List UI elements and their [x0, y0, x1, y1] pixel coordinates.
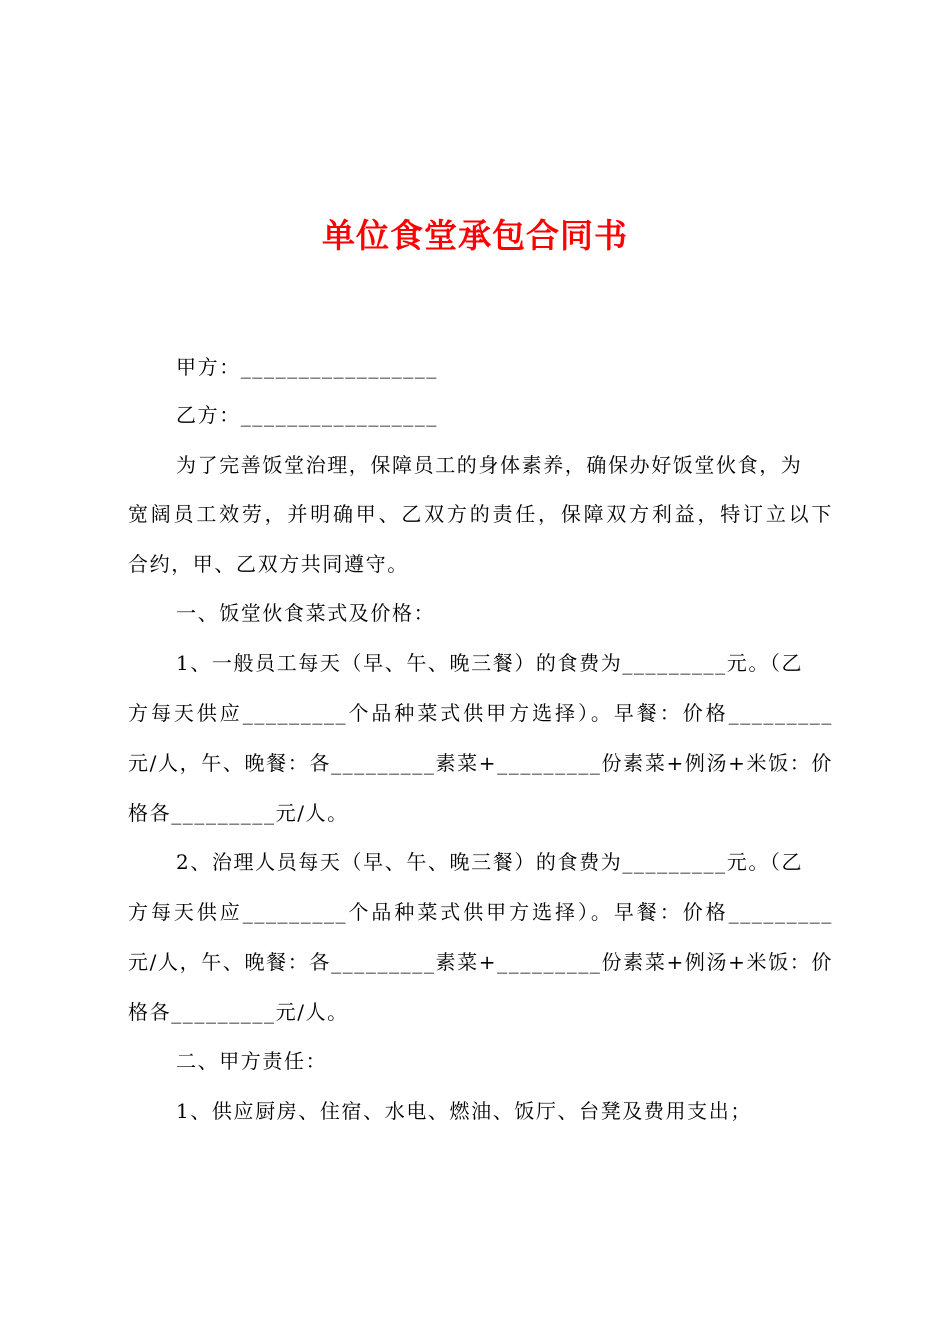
- clause-2-1-line-1: 1、供应厨房、住宿、水电、燃油、饭厅、台凳及费用支出；: [176, 1099, 752, 1123]
- intro-line-3: 合约，甲、乙双方共同遵守。: [128, 552, 409, 576]
- clause-1-1-line-2: 方每天供应_________个品种菜式供甲方选择）。早餐：价格_________: [128, 701, 833, 725]
- clause-1-2-line-4: 格各_________元/人。: [128, 1000, 349, 1024]
- document-title: 单位食堂承包合同书: [322, 216, 628, 255]
- clause-1-2-line-3: 元/人，午、晚餐：各_________素菜+_________份素菜+例汤+米饭：价: [128, 950, 833, 974]
- clause-1-1-line-4: 格各_________元/人。: [128, 801, 349, 825]
- party-b-line: 乙方：_________________: [176, 403, 438, 427]
- party-a-line: 甲方：_________________: [176, 355, 438, 379]
- clause-1-1-line-1: 1、一般员工每天（早、午、晚三餐）的食费为_________元。（乙: [176, 651, 804, 675]
- section-one-heading: 一、饭堂伙食菜式及价格：: [176, 601, 436, 625]
- clause-1-2-line-1: 2、治理人员每天（早、午、晚三餐）的食费为_________元。（乙: [176, 850, 804, 874]
- section-two-heading: 二、甲方责任：: [176, 1049, 328, 1073]
- clause-1-2-line-2: 方每天供应_________个品种菜式供甲方选择）。早餐：价格_________: [128, 900, 833, 924]
- intro-line-2: 宽阔员工效劳，并明确甲、乙双方的责任，保障双方利益，特订立以下: [128, 502, 833, 526]
- clause-1-1-line-3: 元/人，午、晚餐：各_________素菜+_________份素菜+例汤+米饭：价: [128, 751, 833, 775]
- intro-line-1: 为了完善饭堂治理，保障员工的身体素养，确保办好饭堂伙食，为: [176, 453, 803, 477]
